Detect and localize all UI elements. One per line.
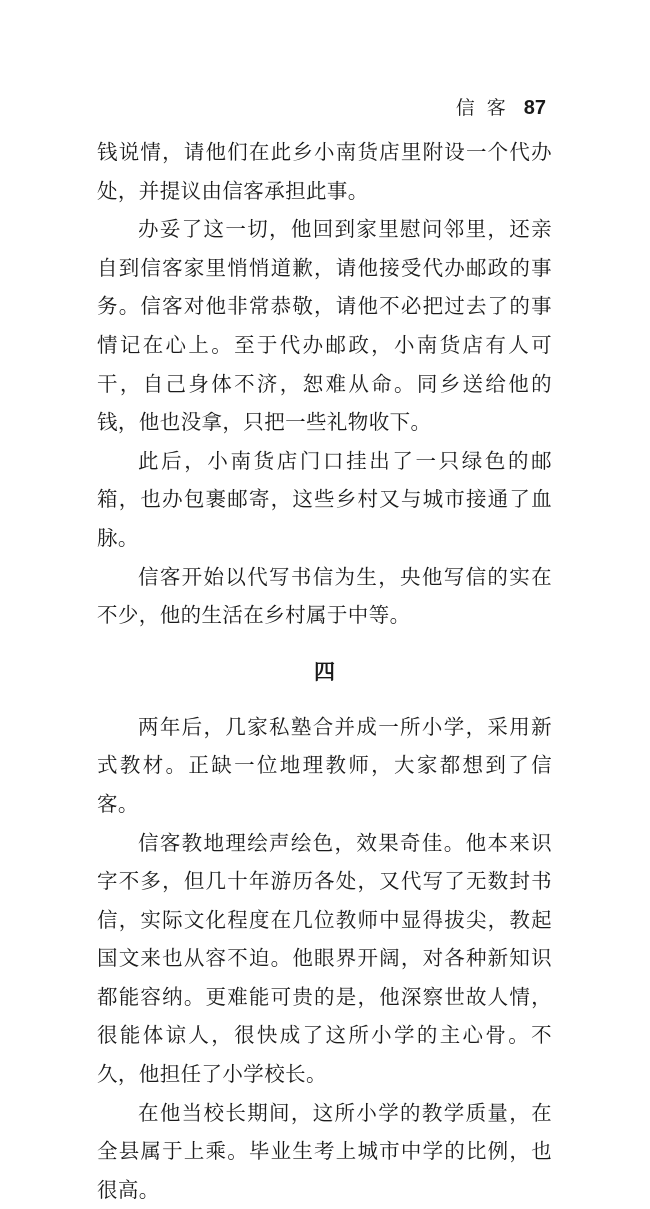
paragraph: 信客教地理绘声绘色，效果奇佳。他本来识字不多，但几十年游历各处，又代写了无数封书信，实际文化程度在几位教师中显得拔尖，教起国文来也从容不迫。他眼界开阔，对各种新知识都能容纳。更难能可贵的是，他深察世故人情，很能体谅人，很快成了这所小学的主心骨。不久，他担任了小学校长。: [97, 830, 552, 1087]
running-header: [456, 96, 546, 120]
running-title: 信客: [455, 97, 518, 119]
body-text: [97, 133, 552, 1209]
paragraph: 办妥了这一切，他回到家里慰问邻里，还亲自到信客家里悄悄道歉，请他接受代办邮政的事务。信客对他非常恭敬，请他不必把过去了的事情记在心上。至于代办邮政，小南货店有人可干，自己身体不济，恕难从命。同乡送给他的钱，他也没拿，只把一些礼物收下。: [97, 217, 552, 435]
paragraph: 钱说情，请他们在此乡小南货店里附设一个代办处，并提议由信客承担此事。: [97, 140, 552, 203]
paragraph: 两年后，几家私塾合并成一所小学，采用新式教材。正缺一位地理教师，大家都想到了信客。: [97, 714, 552, 816]
page-number: 87: [523, 97, 546, 119]
paragraph: 此后，小南货店门口挂出了一只绿色的邮箱，也办包裹邮寄，这些乡村又与城市接通了血脉。: [97, 448, 552, 550]
paragraph: 信客开始以代写书信为生，央他写信的实在不少，他的生活在乡村属于中等。: [97, 564, 552, 628]
paragraph: 在他当校长期间，这所小学的教学质量，在全县属于上乘。毕业生考上城市中学的比例，也很高。: [97, 1100, 552, 1202]
section-heading: 四: [314, 658, 335, 684]
